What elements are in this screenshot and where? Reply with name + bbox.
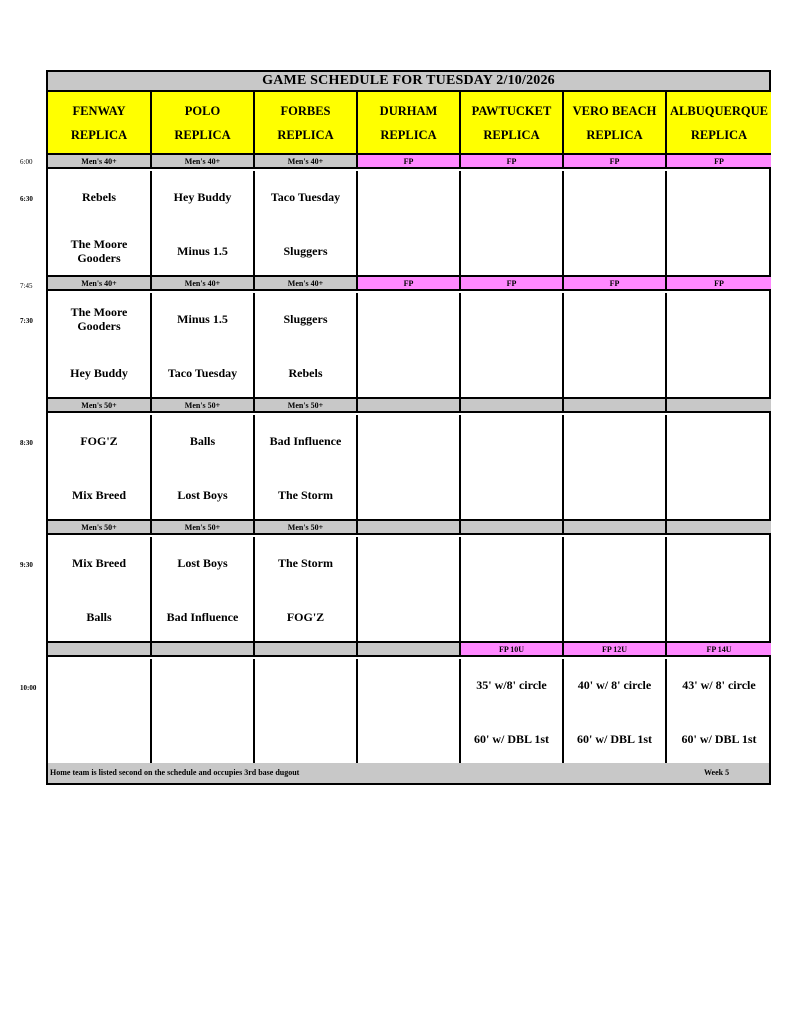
home-team: 60' w/ DBL 1st bbox=[681, 732, 757, 746]
games-row bbox=[48, 293, 769, 399]
time-label: 7:45 bbox=[20, 282, 33, 290]
away-team: Taco Tuesday bbox=[270, 190, 341, 204]
home-team bbox=[360, 723, 457, 755]
home-team bbox=[669, 479, 769, 511]
away-team bbox=[566, 547, 663, 579]
game-cell bbox=[461, 293, 564, 397]
home-team bbox=[463, 235, 560, 267]
away-team: Lost Boys bbox=[177, 556, 228, 570]
home-team bbox=[360, 601, 457, 633]
home-team: Minus 1.5 bbox=[177, 244, 228, 258]
division-bar bbox=[48, 521, 769, 535]
game-cell bbox=[564, 171, 667, 275]
division-label: FP bbox=[667, 277, 771, 289]
division-label bbox=[152, 643, 255, 655]
division-label: FP 10U bbox=[461, 643, 564, 655]
game-cell bbox=[667, 659, 771, 763]
home-team: The Storm bbox=[278, 488, 333, 502]
home-team: Mix Breed bbox=[71, 488, 127, 502]
division-label: FP 14U bbox=[667, 643, 771, 655]
away-team: The Moore Gooders bbox=[70, 305, 128, 333]
home-team: Bad Influence bbox=[166, 610, 239, 624]
time-label: 6:30 bbox=[20, 195, 33, 203]
home-team: Balls bbox=[86, 610, 112, 624]
division-bar bbox=[48, 643, 769, 657]
game-cell bbox=[48, 415, 152, 519]
time-label: 8:30 bbox=[20, 439, 33, 447]
away-team bbox=[566, 181, 663, 213]
away-team bbox=[463, 303, 560, 335]
game-cell bbox=[255, 171, 358, 275]
division-label: Men's 40+ bbox=[48, 155, 152, 167]
home-team: The Moore Gooders bbox=[70, 237, 128, 265]
field-name: VERO BEACH bbox=[572, 103, 657, 118]
home-team: Lost Boys bbox=[177, 488, 228, 502]
game-cell bbox=[152, 293, 255, 397]
home-team bbox=[566, 235, 663, 267]
division-label: Men's 40+ bbox=[255, 155, 358, 167]
away-team bbox=[463, 547, 560, 579]
away-team bbox=[669, 303, 769, 335]
game-cell bbox=[152, 659, 255, 763]
week-label: Week 5 bbox=[704, 768, 730, 777]
division-label bbox=[358, 643, 461, 655]
field-name: FORBES bbox=[280, 103, 331, 118]
field-header-1 bbox=[152, 92, 255, 153]
away-team bbox=[360, 547, 457, 579]
game-cell bbox=[48, 293, 152, 397]
away-team: Bad Influence bbox=[269, 434, 342, 448]
division-label bbox=[564, 521, 667, 533]
division-label bbox=[461, 521, 564, 533]
field-subtitle: REPLICA bbox=[690, 127, 748, 142]
division-label bbox=[358, 399, 461, 411]
away-team: 40' w/ 8' circle bbox=[577, 678, 652, 692]
games-row bbox=[48, 171, 769, 277]
field-header-2 bbox=[255, 92, 358, 153]
home-team bbox=[257, 723, 354, 755]
field-subtitle: REPLICA bbox=[380, 127, 437, 142]
game-cell bbox=[667, 415, 771, 519]
footer-note: Home team is listed second on the schedule and occupies 3rd base dugout bbox=[50, 768, 300, 777]
away-team: Hey Buddy bbox=[173, 190, 232, 204]
home-team: Hey Buddy bbox=[70, 366, 128, 380]
game-cell bbox=[358, 415, 461, 519]
games-row bbox=[48, 659, 769, 765]
schedule-title: GAME SCHEDULE FOR TUESDAY 2/10/2026 bbox=[48, 72, 769, 92]
game-cell bbox=[564, 415, 667, 519]
division-label bbox=[461, 399, 564, 411]
game-cell bbox=[564, 659, 667, 763]
division-label: FP 12U bbox=[564, 643, 667, 655]
game-cell bbox=[255, 293, 358, 397]
home-team bbox=[463, 357, 560, 389]
division-label: Men's 50+ bbox=[255, 521, 358, 533]
game-cell bbox=[667, 171, 771, 275]
home-team bbox=[463, 479, 560, 511]
home-team bbox=[360, 357, 457, 389]
time-label: 6:00 bbox=[20, 158, 33, 166]
home-team bbox=[566, 479, 663, 511]
division-label: FP bbox=[564, 277, 667, 289]
field-header-4 bbox=[461, 92, 564, 153]
home-team: FOG'Z bbox=[286, 610, 325, 624]
away-team: Mix Breed bbox=[71, 556, 127, 570]
home-team bbox=[669, 601, 769, 633]
field-name: DURHAM bbox=[379, 103, 438, 118]
field-subtitle: REPLICA bbox=[70, 127, 128, 142]
division-label: Men's 40+ bbox=[48, 277, 152, 289]
away-team: 43' w/ 8' circle bbox=[682, 678, 756, 692]
home-team bbox=[360, 479, 457, 511]
home-team bbox=[669, 235, 769, 267]
division-label: FP bbox=[358, 277, 461, 289]
game-cell bbox=[564, 293, 667, 397]
game-cell bbox=[255, 415, 358, 519]
away-team bbox=[360, 181, 457, 213]
time-label: 10:00 bbox=[20, 684, 37, 692]
away-team bbox=[463, 181, 560, 213]
division-label: FP bbox=[461, 155, 564, 167]
division-label bbox=[667, 399, 771, 411]
home-team bbox=[463, 601, 560, 633]
field-subtitle: REPLICA bbox=[174, 127, 231, 142]
away-team bbox=[463, 425, 560, 457]
away-team: Minus 1.5 bbox=[177, 312, 228, 326]
game-cell bbox=[152, 171, 255, 275]
division-bar bbox=[48, 399, 769, 413]
division-label bbox=[358, 521, 461, 533]
game-cell bbox=[461, 415, 564, 519]
away-team: FOG'Z bbox=[80, 434, 118, 448]
home-team bbox=[669, 357, 769, 389]
home-team: Taco Tuesday bbox=[167, 366, 238, 380]
game-cell bbox=[461, 537, 564, 641]
division-label bbox=[48, 643, 152, 655]
game-cell bbox=[564, 537, 667, 641]
field-subtitle: REPLICA bbox=[277, 127, 334, 142]
away-team bbox=[669, 181, 769, 213]
field-name: POLO bbox=[184, 103, 221, 118]
division-bar bbox=[48, 155, 769, 169]
schedule-table bbox=[46, 70, 771, 785]
away-team bbox=[566, 425, 663, 457]
away-team: Sluggers bbox=[283, 312, 328, 326]
division-bar bbox=[48, 277, 769, 291]
away-team bbox=[154, 669, 251, 701]
home-team bbox=[360, 235, 457, 267]
footer-row bbox=[48, 763, 769, 783]
home-team bbox=[566, 601, 663, 633]
field-header-0 bbox=[48, 92, 152, 153]
game-cell bbox=[255, 659, 358, 763]
division-label: Men's 40+ bbox=[255, 277, 358, 289]
field-name: ALBUQUERQUE bbox=[670, 103, 768, 118]
game-cell bbox=[358, 293, 461, 397]
away-team bbox=[50, 669, 148, 701]
field-subtitle: REPLICA bbox=[586, 127, 643, 142]
game-cell bbox=[255, 537, 358, 641]
away-team bbox=[360, 303, 457, 335]
away-team bbox=[360, 669, 457, 701]
field-header-3 bbox=[358, 92, 461, 153]
game-cell bbox=[667, 293, 771, 397]
field-header-6 bbox=[667, 92, 771, 153]
division-label: FP bbox=[461, 277, 564, 289]
home-team: 60' w/ DBL 1st bbox=[576, 732, 652, 746]
games-row bbox=[48, 537, 769, 643]
division-label bbox=[255, 643, 358, 655]
game-cell bbox=[48, 537, 152, 641]
game-cell bbox=[358, 659, 461, 763]
division-label: Men's 50+ bbox=[152, 521, 255, 533]
division-label: Men's 50+ bbox=[48, 521, 152, 533]
field-subtitle: REPLICA bbox=[483, 127, 540, 142]
division-label: FP bbox=[667, 155, 771, 167]
time-label: 9:30 bbox=[20, 561, 33, 569]
field-name: PAWTUCKET bbox=[471, 103, 552, 118]
division-label: FP bbox=[564, 155, 667, 167]
games-row bbox=[48, 415, 769, 521]
home-team bbox=[566, 357, 663, 389]
field-header-row bbox=[48, 92, 769, 155]
away-team: 35' w/8' circle bbox=[476, 678, 547, 692]
away-team bbox=[257, 669, 354, 701]
game-cell bbox=[358, 171, 461, 275]
home-team: 60' w/ DBL 1st bbox=[473, 732, 549, 746]
division-label: Men's 50+ bbox=[255, 399, 358, 411]
time-label: 7:30 bbox=[20, 317, 33, 325]
away-team: The Storm bbox=[278, 556, 333, 570]
division-label bbox=[667, 521, 771, 533]
game-cell bbox=[48, 171, 152, 275]
away-team: Rebels bbox=[82, 190, 116, 204]
home-team: Rebels bbox=[288, 366, 323, 380]
game-cell bbox=[461, 659, 564, 763]
game-cell bbox=[152, 415, 255, 519]
field-name: FENWAY bbox=[72, 103, 126, 118]
game-cell bbox=[358, 537, 461, 641]
home-team bbox=[154, 723, 251, 755]
home-team bbox=[50, 723, 148, 755]
away-team bbox=[669, 425, 769, 457]
game-cell bbox=[461, 171, 564, 275]
away-team: Balls bbox=[189, 434, 216, 448]
division-label bbox=[564, 399, 667, 411]
division-label: Men's 40+ bbox=[152, 155, 255, 167]
division-label: Men's 40+ bbox=[152, 277, 255, 289]
game-cell bbox=[667, 537, 771, 641]
division-label: FP bbox=[358, 155, 461, 167]
away-team bbox=[360, 425, 457, 457]
game-cell bbox=[48, 659, 152, 763]
away-team bbox=[669, 547, 769, 579]
division-label: Men's 50+ bbox=[48, 399, 152, 411]
game-cell bbox=[152, 537, 255, 641]
division-label: Men's 50+ bbox=[152, 399, 255, 411]
away-team bbox=[566, 303, 663, 335]
home-team: Sluggers bbox=[283, 244, 328, 258]
field-header-5 bbox=[564, 92, 667, 153]
